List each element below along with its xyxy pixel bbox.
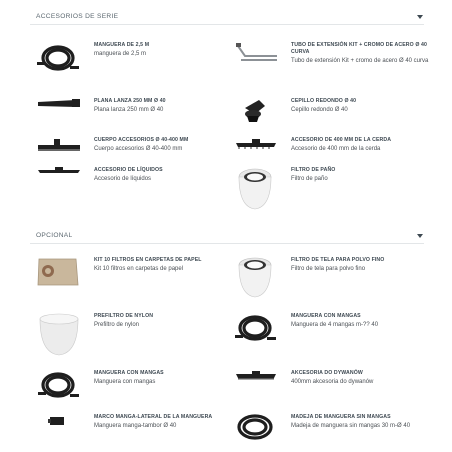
accessory-item [233, 42, 433, 72]
item-name: MANGUERA CON MANGAS [94, 370, 164, 376]
bristle-floor-tool-icon [233, 137, 279, 167]
item-name: CEPILLO REDONDO Ø 40 [291, 98, 357, 104]
item-desc: Kit 10 filtros en carpetas de papel [94, 266, 184, 272]
item-name: FILTRO DE PAÑO [291, 167, 336, 173]
item-desc: Plana lanza 250 mm Ø 40 [94, 107, 164, 113]
cloth-filter-icon [233, 167, 279, 211]
section-title: ACCESORIOS DE SERIE [36, 13, 119, 20]
section-header-optional[interactable] [30, 232, 424, 246]
accessory-item [233, 257, 433, 287]
item-desc: Madeja de manguera sin mangas 30 m-Ø 40 [291, 423, 411, 429]
section-title: OPCIONAL [36, 232, 73, 239]
item-desc: Cuerpo accesorios Ø 40-400 mm [94, 146, 183, 152]
chevron-down-icon[interactable] [416, 232, 424, 240]
accessory-item [36, 414, 236, 444]
divider [30, 24, 424, 25]
accessory-item [233, 370, 433, 400]
extension-tube-icon [233, 42, 279, 72]
fine-dust-filter-icon [233, 257, 279, 301]
hose-coil-icon [233, 313, 279, 343]
crevice-nozzle-icon [36, 98, 82, 128]
accessory-item [36, 370, 236, 400]
item-desc: Prefiltro de nylon [94, 322, 140, 328]
item-name: FILTRO DE TELA PARA POLVO FINO [291, 257, 385, 263]
nylon-prefilter-icon [36, 313, 82, 357]
item-name: PLANA LANZA 250 MM Ø 40 [94, 98, 166, 104]
accessory-item [233, 167, 433, 197]
item-name: MANGUERA DE 2,5 M [94, 42, 150, 48]
section-header-standard[interactable] [30, 13, 424, 27]
accessory-item [233, 313, 433, 343]
item-name: MADEJA DE MANGUERA SIN MANGAS [291, 414, 391, 420]
item-desc: Filtro de paño [291, 176, 328, 182]
item-desc: Accesorio de 400 mm de la cerda [291, 146, 381, 152]
item-desc: Manguera de 4 mangas m-?? 40 [291, 322, 379, 328]
hose-coil-icon [36, 42, 82, 72]
hose-coil-icon [36, 370, 82, 400]
item-desc: Manguera con mangas [94, 379, 156, 385]
item-name: KIT 10 FILTROS EN CARPETAS DE PAPEL [94, 257, 202, 263]
item-name: AKCESORIA DO DYWANÓW [291, 370, 363, 376]
chevron-down-icon[interactable] [416, 13, 424, 21]
hose-cuff-icon [36, 414, 82, 444]
divider [30, 243, 424, 244]
accessory-item [233, 414, 433, 444]
accessory-item [233, 98, 433, 128]
paper-filter-bag-icon [36, 257, 82, 287]
accessory-item [36, 313, 236, 343]
item-name: CUERPO ACCESORIOS Ø 40-400 MM [94, 137, 189, 143]
item-desc: Tubo de extensión Kit + cromo de acero Ø 40 curva [291, 58, 429, 64]
hose-skein-icon [233, 414, 279, 444]
accessory-item [36, 167, 236, 197]
accessory-item [36, 98, 236, 128]
item-desc: Accesorio de líquidos [94, 176, 152, 182]
accessory-item [36, 42, 236, 72]
carpet-tool-icon [233, 370, 279, 400]
item-name: ACCESORIO DE 400 MM DE LA CERDA [291, 137, 392, 143]
item-name: ACCESORIO DE LÍQUIDOS [94, 167, 163, 173]
accessory-item [233, 137, 433, 167]
item-desc: Filtro de tela para polvo fino [291, 266, 366, 272]
item-desc: Manguera manga-tambor Ø 40 [94, 423, 177, 429]
item-name: MANGUERA CON MANGAS [291, 313, 361, 319]
item-name: PREFILTRO DE NYLON [94, 313, 154, 319]
floor-tool-body-icon [36, 137, 82, 167]
item-desc: manguera de 2,5 m [94, 51, 147, 57]
item-name: MARCO MANGA-LATERAL DE LA MANGUERA [94, 414, 213, 420]
item-name: TUBO DE EXTENSIÓN KIT + CROMO DE ACERO Ø 40 CURVA [291, 42, 427, 55]
liquid-squeegee-icon [36, 167, 82, 197]
item-desc: Cepillo redondo Ø 40 [291, 107, 348, 113]
accessory-item [36, 257, 236, 287]
accessory-item [36, 137, 236, 167]
item-desc: 400mm akcesoria do dywanów [291, 379, 374, 385]
round-brush-icon [233, 98, 279, 128]
